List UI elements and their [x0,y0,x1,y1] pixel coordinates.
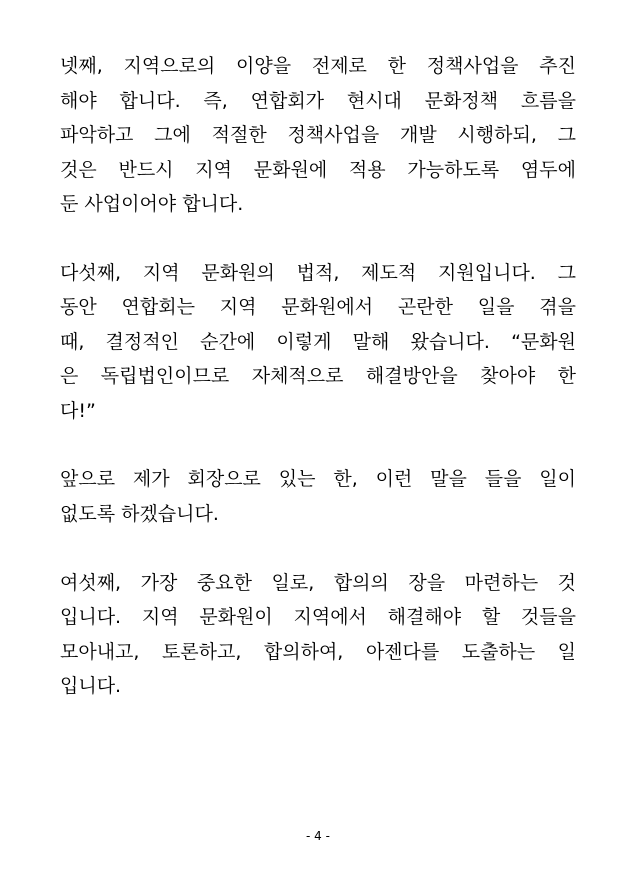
text-line: 입니다. 지역 문화원이 지역에서 해결해야 할 것들을 [60,606,576,628]
text-line: 모아내고, 토론하고, 합의하여, 아젠다를 도출하는 일 [60,641,576,663]
text-line: 해야 합니다. 즉, 연합회가 현시대 문화정책 흐름을 [60,90,576,112]
text-line: 넷째, 지역으로의 이양을 전제로 한 정책사업을 추진 [60,55,576,77]
text-line: 앞으로 제가 회장으로 있는 한, 이런 말을 들을 일이 [60,468,576,490]
text-line: 없도록 하겠습니다. [60,503,219,525]
text-line: 다!” [60,400,96,422]
page-number: - 4 - [306,829,330,843]
text-line: 파악하고 그에 적절한 정책사업을 개발 시행하되, 그 [60,124,576,146]
text-line: 것은 반드시 지역 문화원에 적용 가능하도록 염두에 [60,159,576,181]
text-line: 동안 연합회는 지역 문화원에서 곤란한 일을 겪을 [60,296,576,318]
text-line: 다섯째, 지역 문화원의 법적, 제도적 지원입니다. 그 [60,262,576,284]
text-line: 여섯째, 가장 중요한 일로, 합의의 장을 마련하는 것 [60,572,576,594]
text-line: 때, 결정적인 순간에 이렇게 말해 왔습니다. “문화원 [60,331,576,353]
text-line: 은 독립법인이므로 자체적으로 해결방안을 찾아야 한 [60,365,576,387]
text-line: 둔 사업이어야 합니다. [60,193,244,215]
text-line: 입니다. [60,675,122,697]
